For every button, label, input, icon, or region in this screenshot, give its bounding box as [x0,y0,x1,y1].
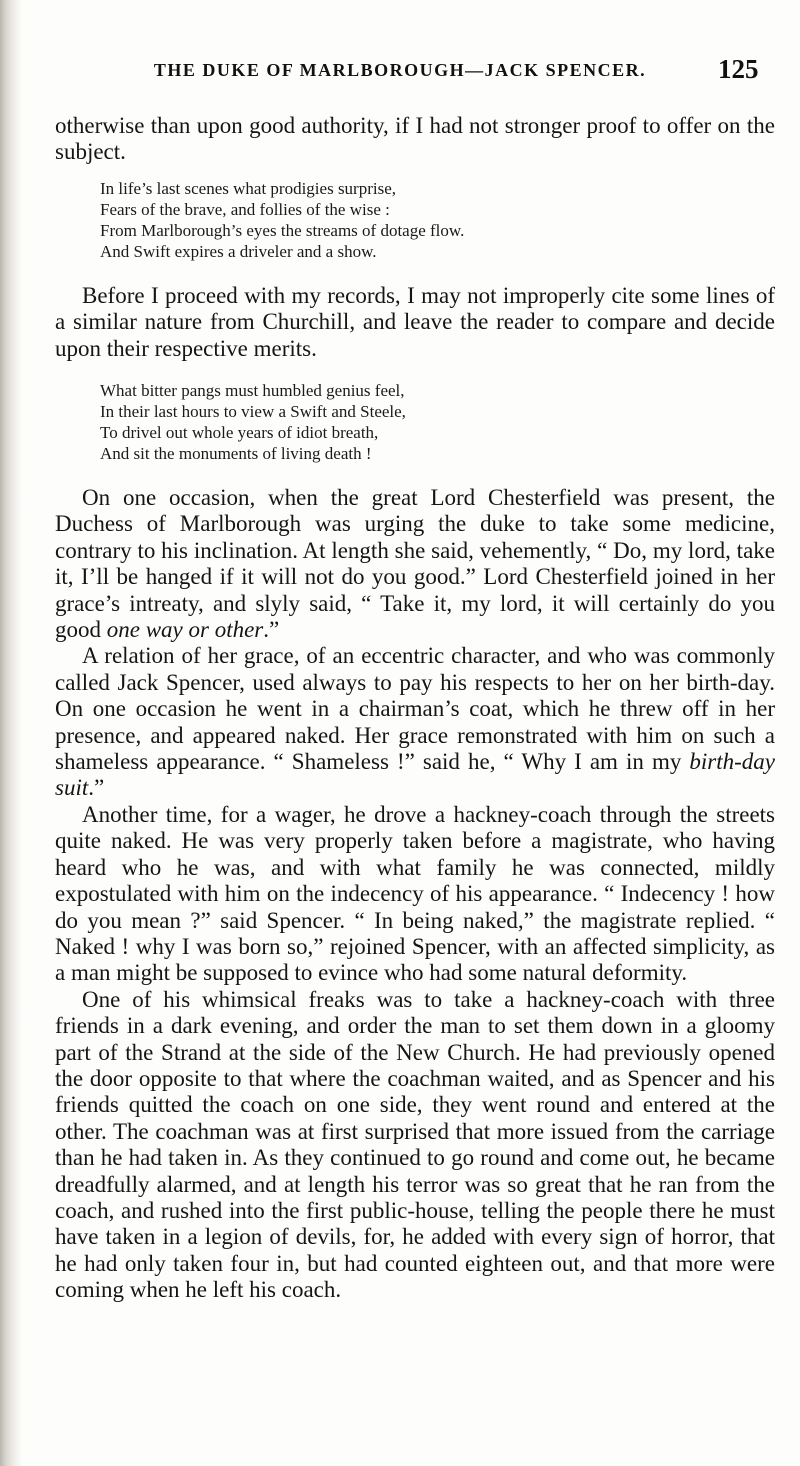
paragraph-6: One of his whimsical freaks was to take a hackney-coach with three friends in a dark evening, and order the man to set them down in a gloomy part of the Strand at the side of the New Church. He had previously opened the door opposite to that where the coachman waited, and as Spencer and his friends quitted the coach on one side, they went round and entered at the other. The coachman was at first surprised that more issued from the carriage than he had taken in. As they continued to go round and come out, he became dreadfully alarmed, and at length his terror was so great that he ran from the coach, and rushed into the first public-house, telling the people there he must have taken in a legion of devils, for, he added with every sign of horror, that he had only taken four in, but had counted eighteen out, and that more were coming when he left his coach. [55,986,775,1303]
paragraph-2: Before I proceed with my records, I may not improperly cite some lines of a similar nature from Churchill, and leave the reader to compare and decide upon their respective merits. [55,283,775,361]
verse-line: What bitter pangs must humbled genius feel, [100,381,405,400]
paragraph-1: otherwise than upon good authority, if I had not stronger proof to offer on the subject. [55,113,775,165]
verse-quotation-2 [100,380,760,464]
verse-line: And Swift expires a driveler and a show. [100,242,377,261]
verse-line: In life’s last scenes what prodigies surprise, [100,179,397,198]
verse-line: And sit the monuments of living death ! [100,444,372,463]
verse-line: Fears of the brave, and follies of the wise : [100,200,390,219]
verse-line: In their last hours to view a Swift and Steele, [100,402,406,421]
paragraph-churchill-intro [55,283,775,362]
binding-shadow [0,0,22,1466]
main-narrative [55,485,775,1304]
verse-line: To drivel out whole years of idiot breath, [100,423,379,442]
verse-line: From Marlborough’s eyes the streams of dotage flow. [100,221,465,240]
emphasis-birth-day-suit: birth-day suit [55,749,775,801]
paragraph-5: Another time, for a wager, he drove a hackney-coach through the streets quite naked. He was very properly taken before a magistrate, who having heard who he was, and with what family he was connected, mildly expostulated with him on the indecency of his appearance. “ Indecency ! how do you mean ?” said Spencer. “ In being naked,” the magistrate replied. “ Naked ! why I was born so,” rejoined Spencer, with an affected simplicity, as a man might be supposed to evince who had some natural deformity. [55,801,775,986]
paragraph-continuation [55,113,775,166]
paragraph-4: A relation of her grace, of an eccentric character, and who was commonly called Jack Spencer, used always to pay his respects to her on her birth-day. On one occasion he went in a chairman’s coat, which he threw off in her presence, and appeared naked. Her grace remonstrated with him on such a shameless appearance. “ Shameless !” said he, “ Why I am in my birth-day suit.” [55,643,775,801]
emphasis-one-way-or-other: one way or other [106,617,264,643]
page-number: 125 [718,54,759,84]
verse-quotation-1 [100,178,760,262]
paragraph-3: On one occasion, when the great Lord Chesterfield was present, the Duchess of Marlborough was urging the duke to take some medicine, contrary to his inclination. At length she said, vehemently, “ Do, my lord, take it, I’ll be hanged if it will not do you good.” Lord Chesterfield joined in her grace’s intreaty, and slyly said, “ Take it, my lord, it will certainly do you good one way or other.” [55,485,775,643]
running-head: THE DUKE OF MARLBOROUGH—JACK SPENCER. [153,60,647,80]
